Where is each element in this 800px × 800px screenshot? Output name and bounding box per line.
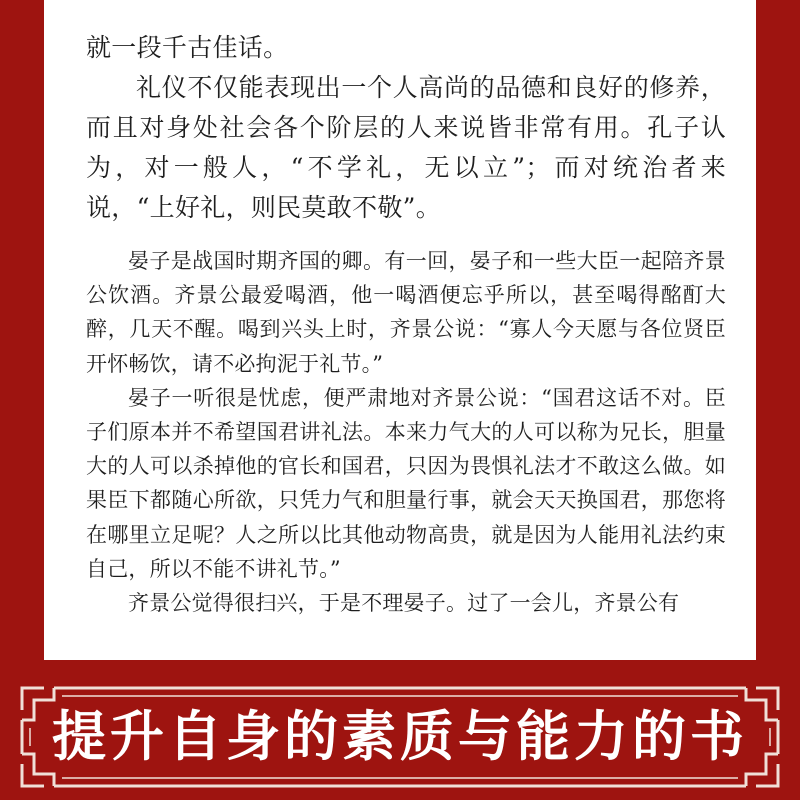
paragraph-ending: 就一段千古佳话。 [86,33,289,62]
story-section [86,244,726,620]
promo-banner [0,660,800,800]
book-page [44,0,756,680]
paragraph-etiquette: 礼仪不仅能表现出一个人高尚的品德和良好的修养，而且对身处社会各个阶层的人来说皆非常有用。孔子认为，对一般人，“不学礼，无以立”；而对统治者来说，“上好礼，则民莫敢不敬”。 [86,73,726,222]
paragraph-story-1: 晏子是战国时期齐国的卿。有一回，晏子和一些大臣一起陪齐景公饮酒。齐景公最爱喝酒，他一喝酒便忘乎所以，甚至喝得酩酊大醉，几天不醒。喝到兴头上时，齐景公说：“寡人今天愿与各位贤臣开怀畅饮，请不必拘泥于礼节。” [86,249,726,376]
paragraph-story-3: 齐景公觉得很扫兴，于是不理晏子。过了一会儿，齐景公有 [128,591,680,616]
paragraph-story-2: 晏子一听很是忧虑，便严肃地对齐景公说：“国君这话不对。臣子们原本并不希望国君讲礼法。本来力气大的人可以称为兄长，胆量大的人可以杀掉他的官长和国君，只因为畏惧礼法才不敢这么做。如果臣下都随心所欲，只凭力气和胆量行事，就会天天换国君，那您将在哪里立足呢？人之所以比其他动物高贵，就是因为人能用礼法约束自己，所以不能不讲礼节。” [86,385,726,581]
intro-section [86,28,726,228]
banner-title: 提升自身的素质与能力的书 [52,705,748,768]
